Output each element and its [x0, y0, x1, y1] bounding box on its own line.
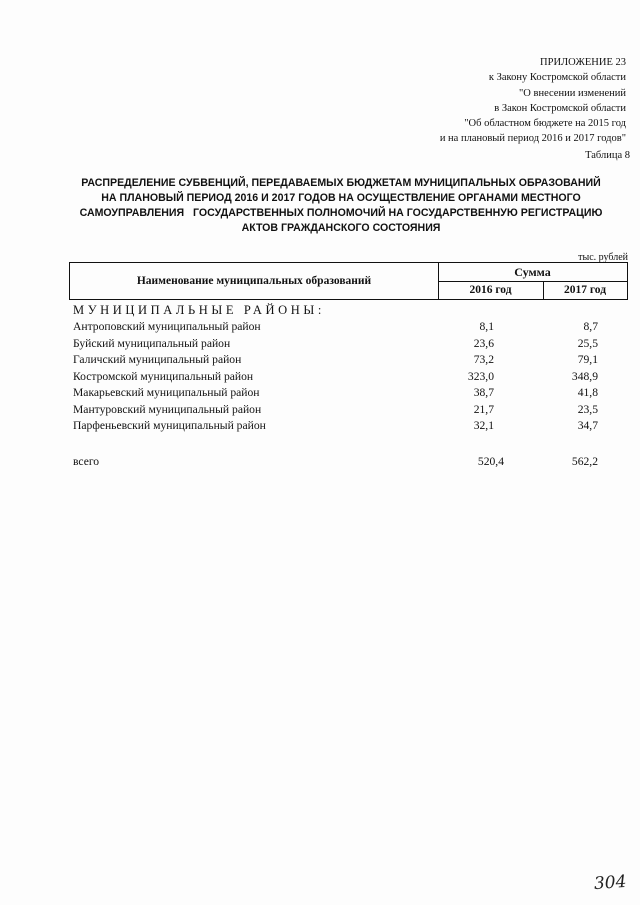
row-value-2016: 21,7	[473, 402, 494, 416]
row-value-2016: 32,1	[473, 419, 494, 432]
row-value-2016: 323,0	[467, 369, 494, 383]
table-row	[0, 403, 640, 419]
column-header-name: Наименование муниципальных образований	[136, 275, 372, 287]
table-number: Таблица 8	[585, 150, 630, 161]
row-name: Макарьевский муниципальный район	[73, 386, 260, 399]
column-header-2017: 2017 год	[563, 284, 607, 296]
row-name: Костромской муниципальный район	[73, 369, 254, 383]
table-row	[0, 386, 640, 402]
row-value-2016: 38,7	[473, 386, 494, 399]
row-value-2017: 79,1	[577, 353, 598, 366]
appendix-line: к Закону Костромской области	[488, 72, 626, 84]
row-name: Галичский муниципальный район	[73, 353, 242, 366]
row-value-2017: 34,7	[577, 419, 598, 432]
appendix-line: "Об областном бюджете на 2015 год	[464, 118, 626, 130]
table-row	[0, 320, 640, 336]
table-row	[0, 337, 640, 353]
appendix-line: и на плановый период 2016 и 2017 годов"	[439, 133, 626, 145]
row-value-2017: 348,9	[571, 369, 598, 383]
total-row	[0, 455, 640, 471]
appendix-block	[366, 55, 626, 147]
row-value-2017: 25,5	[577, 336, 598, 350]
title-line: АКТОВ ГРАЖДАНСКОГО СОСТОЯНИЯ	[241, 222, 441, 234]
title-line: НА ПЛАНОВЫЙ ПЕРИОД 2016 И 2017 ГОДОВ НА ОСУЩЕСТВЛЕНИЕ ОРГАНАМИ МЕСТНОГО	[101, 192, 581, 204]
row-name: Парфеньевский муниципальный район	[73, 419, 266, 432]
appendix-line: ПРИЛОЖЕНИЕ 23	[540, 57, 626, 68]
column-header-sum: Сумма	[514, 264, 551, 279]
row-value-2016: 73,2	[473, 353, 494, 366]
row-value-2017: 41,8	[577, 386, 598, 399]
table-row	[0, 353, 640, 369]
row-name: Антроповский муниципальный район	[73, 320, 261, 333]
row-value-2016: 23,6	[473, 336, 494, 350]
handwritten-page-number: 304	[592, 871, 627, 895]
total-label: всего	[73, 455, 100, 468]
total-value-2017: 562,2	[571, 455, 598, 468]
total-value-2016: 520,4	[477, 455, 504, 468]
row-name: Буйский муниципальный район	[73, 336, 231, 350]
title-line: РАСПРЕДЕЛЕНИЕ СУБВЕНЦИЙ, ПЕРЕДАВАЕМЫХ БЮДЖЕТАМ МУНИЦИПАЛЬНЫХ ОБРАЗОВАНИЙ	[81, 177, 601, 189]
table-row	[0, 419, 640, 435]
document-title	[60, 176, 622, 236]
table-header	[69, 262, 628, 300]
units-label: тыс. рублей	[578, 252, 628, 263]
table-row	[0, 370, 640, 386]
row-value-2017: 23,5	[577, 402, 598, 416]
title-line: САМОУПРАВЛЕНИЯ ГОСУДАРСТВЕННЫХ ПОЛНОМОЧИЙ НА ГОСУДАРСТВЕННУЮ РЕГИСТРАЦИЮ	[79, 207, 603, 219]
column-header-2016: 2016 год	[469, 284, 512, 296]
appendix-line: "О внесении изменений	[519, 87, 626, 99]
row-value-2016: 8,1	[479, 320, 494, 333]
section-label: МУНИЦИПАЛЬНЫЕ РАЙОНЫ:	[73, 303, 325, 317]
appendix-line: в Закон Костромской области	[494, 102, 626, 114]
row-name: Мантуровский муниципальный район	[73, 402, 262, 416]
row-value-2017: 8,7	[583, 320, 598, 333]
